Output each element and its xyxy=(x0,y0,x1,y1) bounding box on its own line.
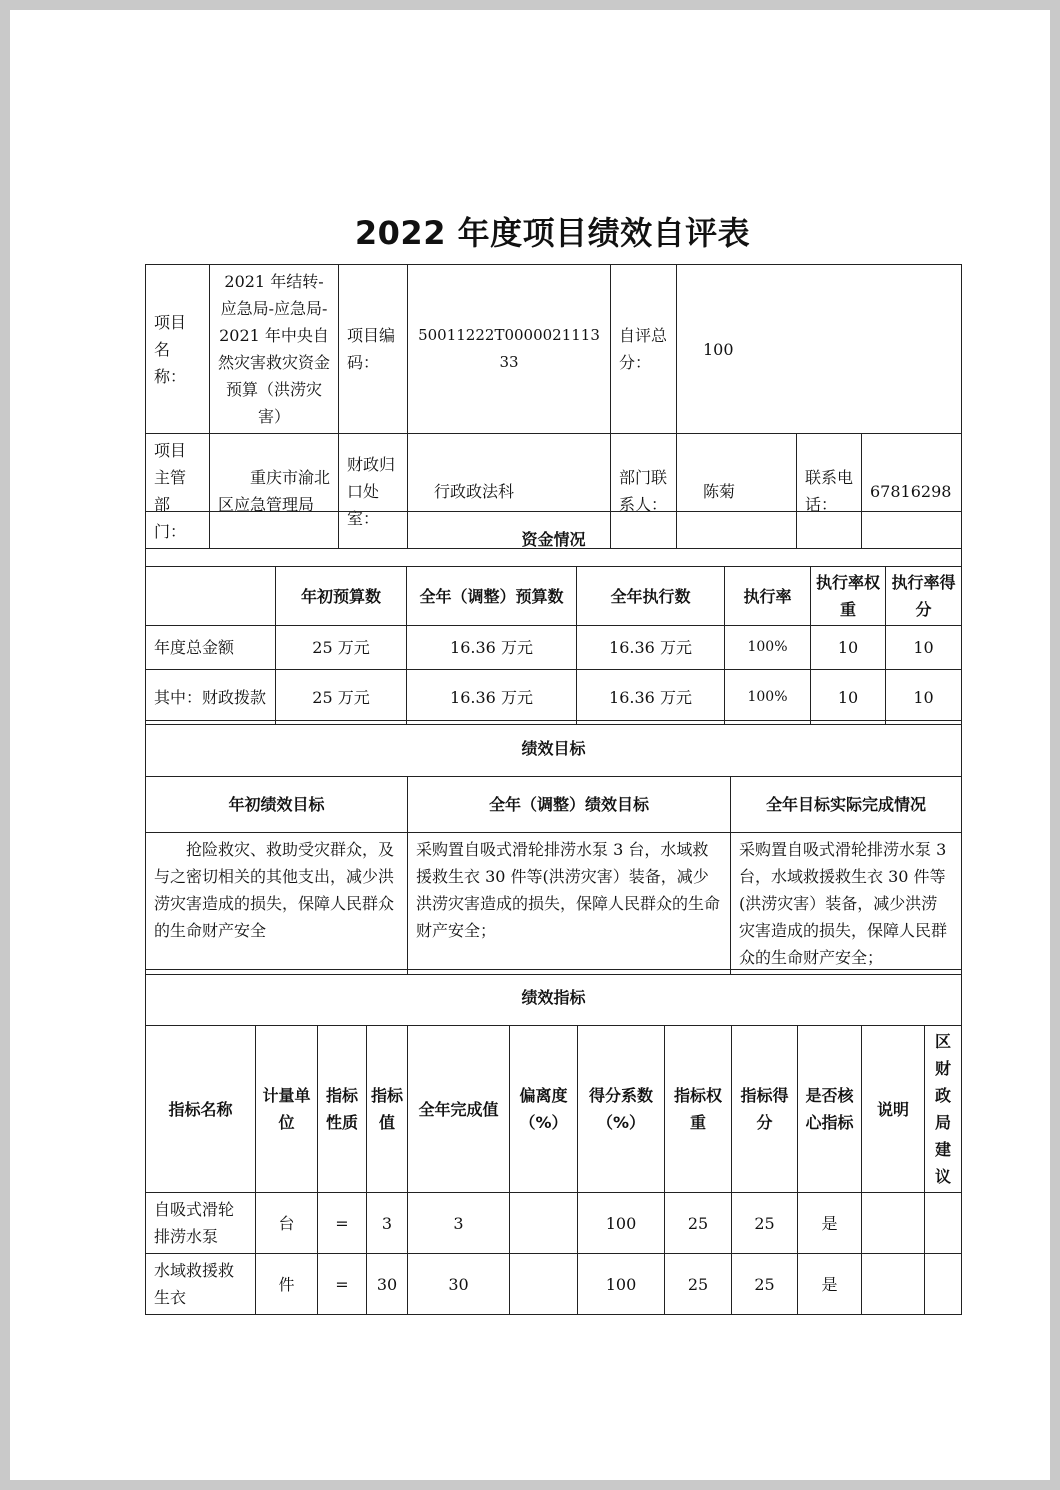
indicator-cell: 25 xyxy=(665,1193,732,1254)
project-code-value: 50011222T000002111333 xyxy=(408,265,611,434)
goals-header: 年初绩效目标 xyxy=(146,777,408,833)
indicator-cell: = xyxy=(318,1254,367,1315)
indicators-section-title: 绩效指标 xyxy=(146,970,962,1026)
finance-value: 行政政法科 xyxy=(408,434,611,549)
funds-table xyxy=(145,511,962,725)
table-row xyxy=(146,670,962,725)
indicator-header: 区财政局建议 xyxy=(925,1026,962,1193)
funds-cell: 16.36 万元 xyxy=(577,626,725,670)
document-title: 2022 年度项目绩效自评表 xyxy=(354,214,751,252)
dept-value: 重庆市渝北区应急管理局 xyxy=(210,434,339,549)
funds-cell: 100% xyxy=(725,626,811,670)
table-row xyxy=(146,1254,962,1315)
funds-cell: 10 xyxy=(886,626,962,670)
dept-label: 项目主管部门： xyxy=(146,434,210,549)
goals-table xyxy=(145,720,962,975)
phone-value: 67816298 xyxy=(862,434,962,549)
goal-initial: 抢险救灾、救助受灾群众，及与之密切相关的其他支出，减少洪涝灾害造成的损失，保障人民群众的生命财产安全 xyxy=(146,833,408,975)
finance-label: 财政归口处室： xyxy=(339,434,408,549)
indicator-cell: = xyxy=(318,1193,367,1254)
indicator-cell: 台 xyxy=(256,1193,318,1254)
indicator-cell xyxy=(510,1193,578,1254)
indicator-cell: 3 xyxy=(408,1193,510,1254)
indicator-header: 指标性质 xyxy=(318,1026,367,1193)
indicator-cell: 30 xyxy=(408,1254,510,1315)
indicator-name: 水域救援救生衣 xyxy=(146,1254,256,1315)
goals-section-title: 绩效目标 xyxy=(146,721,962,777)
score-value: 100 xyxy=(677,265,962,434)
funds-row-label: 其中：财政拨款 xyxy=(146,670,276,725)
indicator-cell xyxy=(925,1193,962,1254)
indicators-table xyxy=(145,969,962,1315)
indicator-cell: 25 xyxy=(665,1254,732,1315)
indicator-header: 指标权重 xyxy=(665,1026,732,1193)
goals-header: 全年目标实际完成情况 xyxy=(731,777,962,833)
indicator-cell: 25 xyxy=(732,1254,798,1315)
project-name-label: 项目名称： xyxy=(146,265,210,434)
funds-cell: 16.36 万元 xyxy=(407,670,577,725)
score-label: 自评总分： xyxy=(611,265,677,434)
funds-cell: 100% xyxy=(725,670,811,725)
funds-header: 执行率得分 xyxy=(886,567,962,626)
indicator-header: 偏离度（%） xyxy=(510,1026,578,1193)
table-row xyxy=(146,1193,962,1254)
funds-header-blank xyxy=(146,567,276,626)
funds-header: 执行率 xyxy=(725,567,811,626)
indicator-cell xyxy=(862,1254,925,1315)
indicator-cell: 25 xyxy=(732,1193,798,1254)
project-code-label: 项目编码： xyxy=(339,265,408,434)
indicator-header: 指标值 xyxy=(367,1026,408,1193)
funds-section-title: 资金情况 xyxy=(146,512,962,567)
indicator-header: 指标名称 xyxy=(146,1026,256,1193)
indicator-cell xyxy=(925,1254,962,1315)
funds-cell: 10 xyxy=(811,670,886,725)
indicator-cell xyxy=(862,1193,925,1254)
indicator-header: 得分系数（%） xyxy=(578,1026,665,1193)
contact-label: 部门联系人： xyxy=(611,434,677,549)
indicator-cell: 是 xyxy=(798,1193,862,1254)
goal-adjusted: 采购置自吸式滑轮排涝水泵 3 台，水域救援救生衣 30 件等(洪涝灾害）装备，减少洪涝灾害造成的损失，保障人民群众的生命财产安全； xyxy=(408,833,731,975)
funds-header: 年初预算数 xyxy=(276,567,407,626)
project-name-value: 2021 年结转-应急局-应急局-2021 年中央自然灾害救灾资金预算（洪涝灾害） xyxy=(210,265,339,434)
funds-cell: 25 万元 xyxy=(276,626,407,670)
goals-header: 全年（调整）绩效目标 xyxy=(408,777,731,833)
contact-value: 陈菊 xyxy=(677,434,797,549)
indicator-header: 是否核心指标 xyxy=(798,1026,862,1193)
phone-label: 联系电话： xyxy=(797,434,862,549)
indicator-header: 说明 xyxy=(862,1026,925,1193)
funds-header: 执行率权重 xyxy=(811,567,886,626)
funds-cell: 10 xyxy=(811,626,886,670)
funds-header: 全年（调整）预算数 xyxy=(407,567,577,626)
indicator-name: 自吸式滑轮排涝水泵 xyxy=(146,1193,256,1254)
indicator-cell: 30 xyxy=(367,1254,408,1315)
funds-cell: 16.36 万元 xyxy=(577,670,725,725)
funds-cell: 16.36 万元 xyxy=(407,626,577,670)
funds-header: 全年执行数 xyxy=(577,567,725,626)
table-row xyxy=(146,626,962,670)
indicator-header: 全年完成值 xyxy=(408,1026,510,1193)
goal-actual: 采购置自吸式滑轮排涝水泵 3 台，水域救援救生衣 30 件等(洪涝灾害）装备，减少洪涝灾害造成的损失，保障人民群众的生命财产安全； xyxy=(731,833,962,975)
indicator-cell: 100 xyxy=(578,1193,665,1254)
indicator-header: 指标得分 xyxy=(732,1026,798,1193)
funds-cell: 10 xyxy=(886,670,962,725)
indicator-cell: 件 xyxy=(256,1254,318,1315)
funds-row-label: 年度总金额 xyxy=(146,626,276,670)
funds-cell: 25 万元 xyxy=(276,670,407,725)
indicator-header: 计量单位 xyxy=(256,1026,318,1193)
indicator-cell: 100 xyxy=(578,1254,665,1315)
project-info-table xyxy=(145,264,962,549)
indicator-cell: 3 xyxy=(367,1193,408,1254)
indicator-cell: 是 xyxy=(798,1254,862,1315)
indicator-cell xyxy=(510,1254,578,1315)
